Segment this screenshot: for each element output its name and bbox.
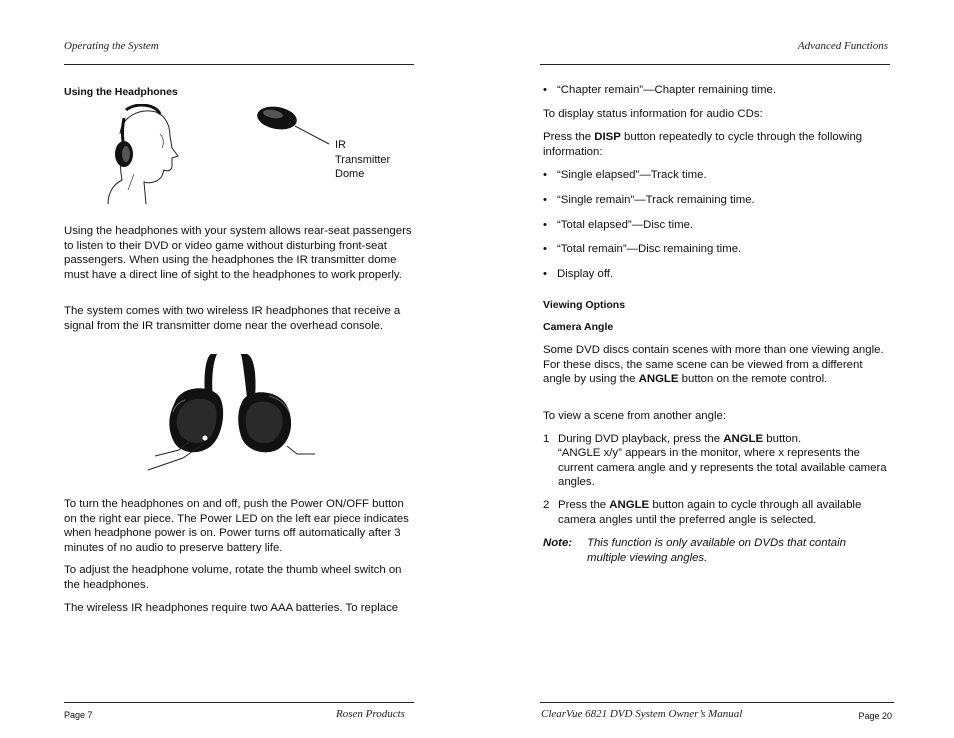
ir-transmitter-dome-label: IR Transmitter Dome [335,139,391,180]
view-intro: To view a scene from another angle: [543,410,726,422]
step-1-text: During DVD playback, press the ANGLE button. [558,433,802,445]
left-page-number: Page 7 [64,710,93,720]
left-paragraph-4: To adjust the headphone volume, rotate the thumb wheel switch on the headphones. [64,564,402,591]
angle-description: Some DVD discs contain scenes with more than one viewing angle. For these discs, the same scene can be viewed from a different angle by using the ANGLE button on the remote control. [543,344,884,385]
cd-bullet: • Display off. [557,267,613,282]
section-title-viewing-options: Viewing Options [543,299,626,311]
cd-bullet: • “Single elapsed”—Track time. [557,168,707,183]
right-header-rule [540,64,890,65]
note-text: This function is only available on DVDs that contain multiple viewing angles. [587,537,846,564]
right-page-number: Page 20 [858,711,892,721]
note-label: Note: [543,537,573,549]
ir-transmitter-dome-illustration [255,104,335,148]
right-running-header: Advanced Functions [797,40,888,52]
disp-instruction: Press the DISP button repeatedly to cycle through the following information: [543,131,863,158]
bullet-chapter-remain: • “Chapter remain”—Chapter remaining time. [557,83,776,98]
right-footer-rule [540,702,894,703]
cd-bullet: • “Total elapsed”—Disc time. [557,218,693,233]
step-1-detail: “ANGLE x/y” appears in the monitor, where x represents the current camera angle and y represents the total available camera angles. [558,447,887,488]
angle-key: ANGLE [609,499,650,511]
section-title-camera-angle: Camera Angle [543,321,614,333]
left-paragraph-2: The system comes with two wireless IR headphones that receive a signal from the IR transmitter dome near the overhead console. [64,305,401,332]
left-header-rule [64,64,414,65]
angle-key: ANGLE [723,433,764,445]
wireless-headphones-illustration [145,352,320,474]
step-2-text: Press the ANGLE button again to cycle through all available camera angles until the preferred angle is selected. [558,499,862,526]
left-footer-title: Rosen Products [336,708,405,720]
section-title-using-headphones: Using the Headphones [64,86,178,98]
cd-bullet: • “Single remain”—Track remaining time. [557,193,755,208]
left-paragraph-1: Using the headphones with your system allows rear-seat passengers to listen to their DVD or video game without disturbing front-seat passengers. When using the headphones the IR transmitter dome must have a direct line of sight to the headphones to work properly. [64,225,412,281]
disp-key: DISP [594,131,621,143]
left-paragraph-5: The wireless IR headphones require two AAA batteries. To replace [64,602,399,614]
left-footer-rule [64,702,414,703]
step-2-number: 2 [543,499,550,511]
person-wearing-headphones-illustration [100,104,180,206]
step-1-number: 1 [543,433,550,445]
left-paragraph-3: To turn the headphones on and off, push the Power ON/OFF button on the right ear piece. The Power LED on the left ear piece indicates when headphone power is on. Power turns off automatically after 3 minutes of no audio to preserve battery life. [64,498,409,554]
right-footer-title: ClearVue 6821 DVD System Owner’s Manual [541,708,743,720]
angle-key: ANGLE [638,373,679,385]
left-running-header: Operating the System [64,40,159,52]
status-intro: To display status information for audio CDs: [543,108,763,120]
cd-bullet: • “Total remain”—Disc remaining time. [557,242,741,257]
